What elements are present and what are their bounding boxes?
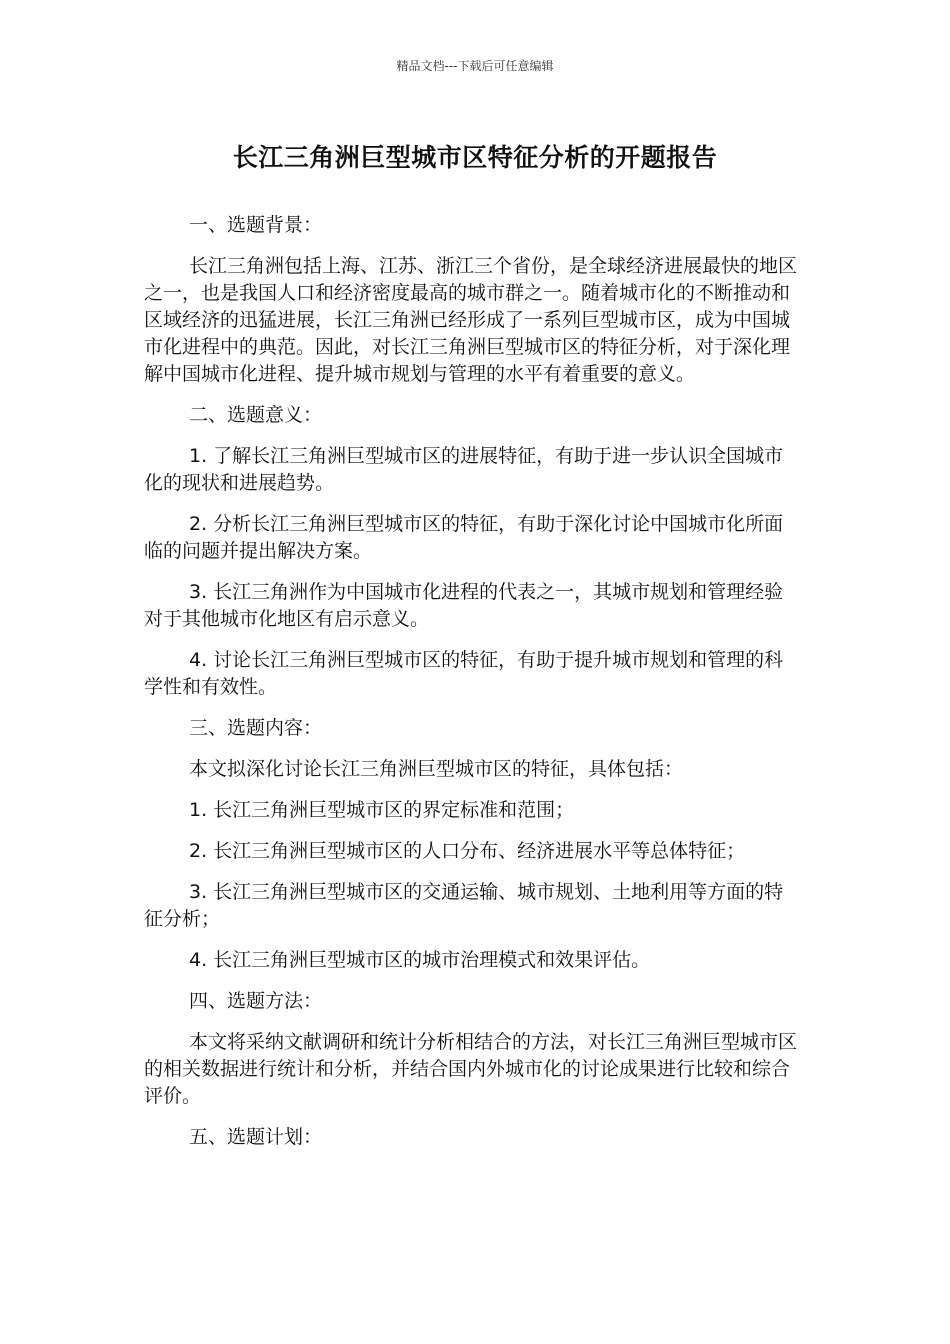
significance-item: 3. 长江三角洲作为中国城市化进程的代表之一，其城市规划和管理经验对于其他城市化地区有启示意义。 — [144, 581, 784, 630]
document-body — [144, 212, 799, 1165]
significance-item: 2. 分析长江三角洲巨型城市区的特征，有助于深化讨论中国城市化所面临的问题并提出解决方案。 — [144, 513, 784, 562]
content-item: 3. 长江三角洲巨型城市区的交通运输、城市规划、土地利用等方面的特征分析； — [144, 881, 784, 930]
method-paragraph: 本文将采纳文献调研和统计分析相结合的方法，对长江三角洲巨型城市区的相关数据进行统计和分析，并结合国内外城市化的讨论成果进行比较和综合评价。 — [144, 1031, 798, 1107]
content-intro: 本文拟深化讨论长江三角洲巨型城市区的特征，具体包括： — [189, 758, 684, 780]
section-heading-method: 四、选题方法： — [189, 990, 323, 1012]
significance-item: 1. 了解长江三角洲巨型城市区的进展特征，有助于进一步认识全国城市化的现状和进展趋势。 — [144, 445, 784, 494]
significance-item: 4. 讨论长江三角洲巨型城市区的特征，有助于提升城市规划和管理的科学性和有效性。 — [144, 649, 784, 698]
background-paragraph: 长江三角洲包括上海、江苏、浙江三个省份，是全球经济进展最快的地区之一，也是我国人口和经济密度最高的城市群之一。随着城市化的不断推动和区域经济的迅猛进展，长江三角洲已经形成了一系列巨型城市区，成为中国城市化进程中的典范。因此，对长江三角洲巨型城市区的特征分析，对于深化理解中国城市化进程、提升城市规划与管理的水平有着重要的意义。 — [144, 255, 798, 385]
content-item: 2. 长江三角洲巨型城市区的人口分布、经济进展水平等总体特征； — [189, 840, 746, 862]
section-heading-background: 一、选题背景： — [189, 214, 323, 236]
header-note: 精品文档---下载后可任意编辑 — [396, 59, 554, 73]
document-title: 长江三角洲巨型城市区特征分析的开题报告 — [232, 143, 718, 172]
content-item: 4. 长江三角洲巨型城市区的城市治理模式和效果评估。 — [189, 949, 651, 971]
section-heading-content: 三、选题内容： — [189, 717, 323, 739]
section-heading-plan: 五、选题计划： — [189, 1126, 323, 1148]
section-heading-significance: 二、选题意义： — [189, 404, 323, 426]
content-item: 1. 长江三角洲巨型城市区的界定标准和范围； — [189, 799, 575, 821]
